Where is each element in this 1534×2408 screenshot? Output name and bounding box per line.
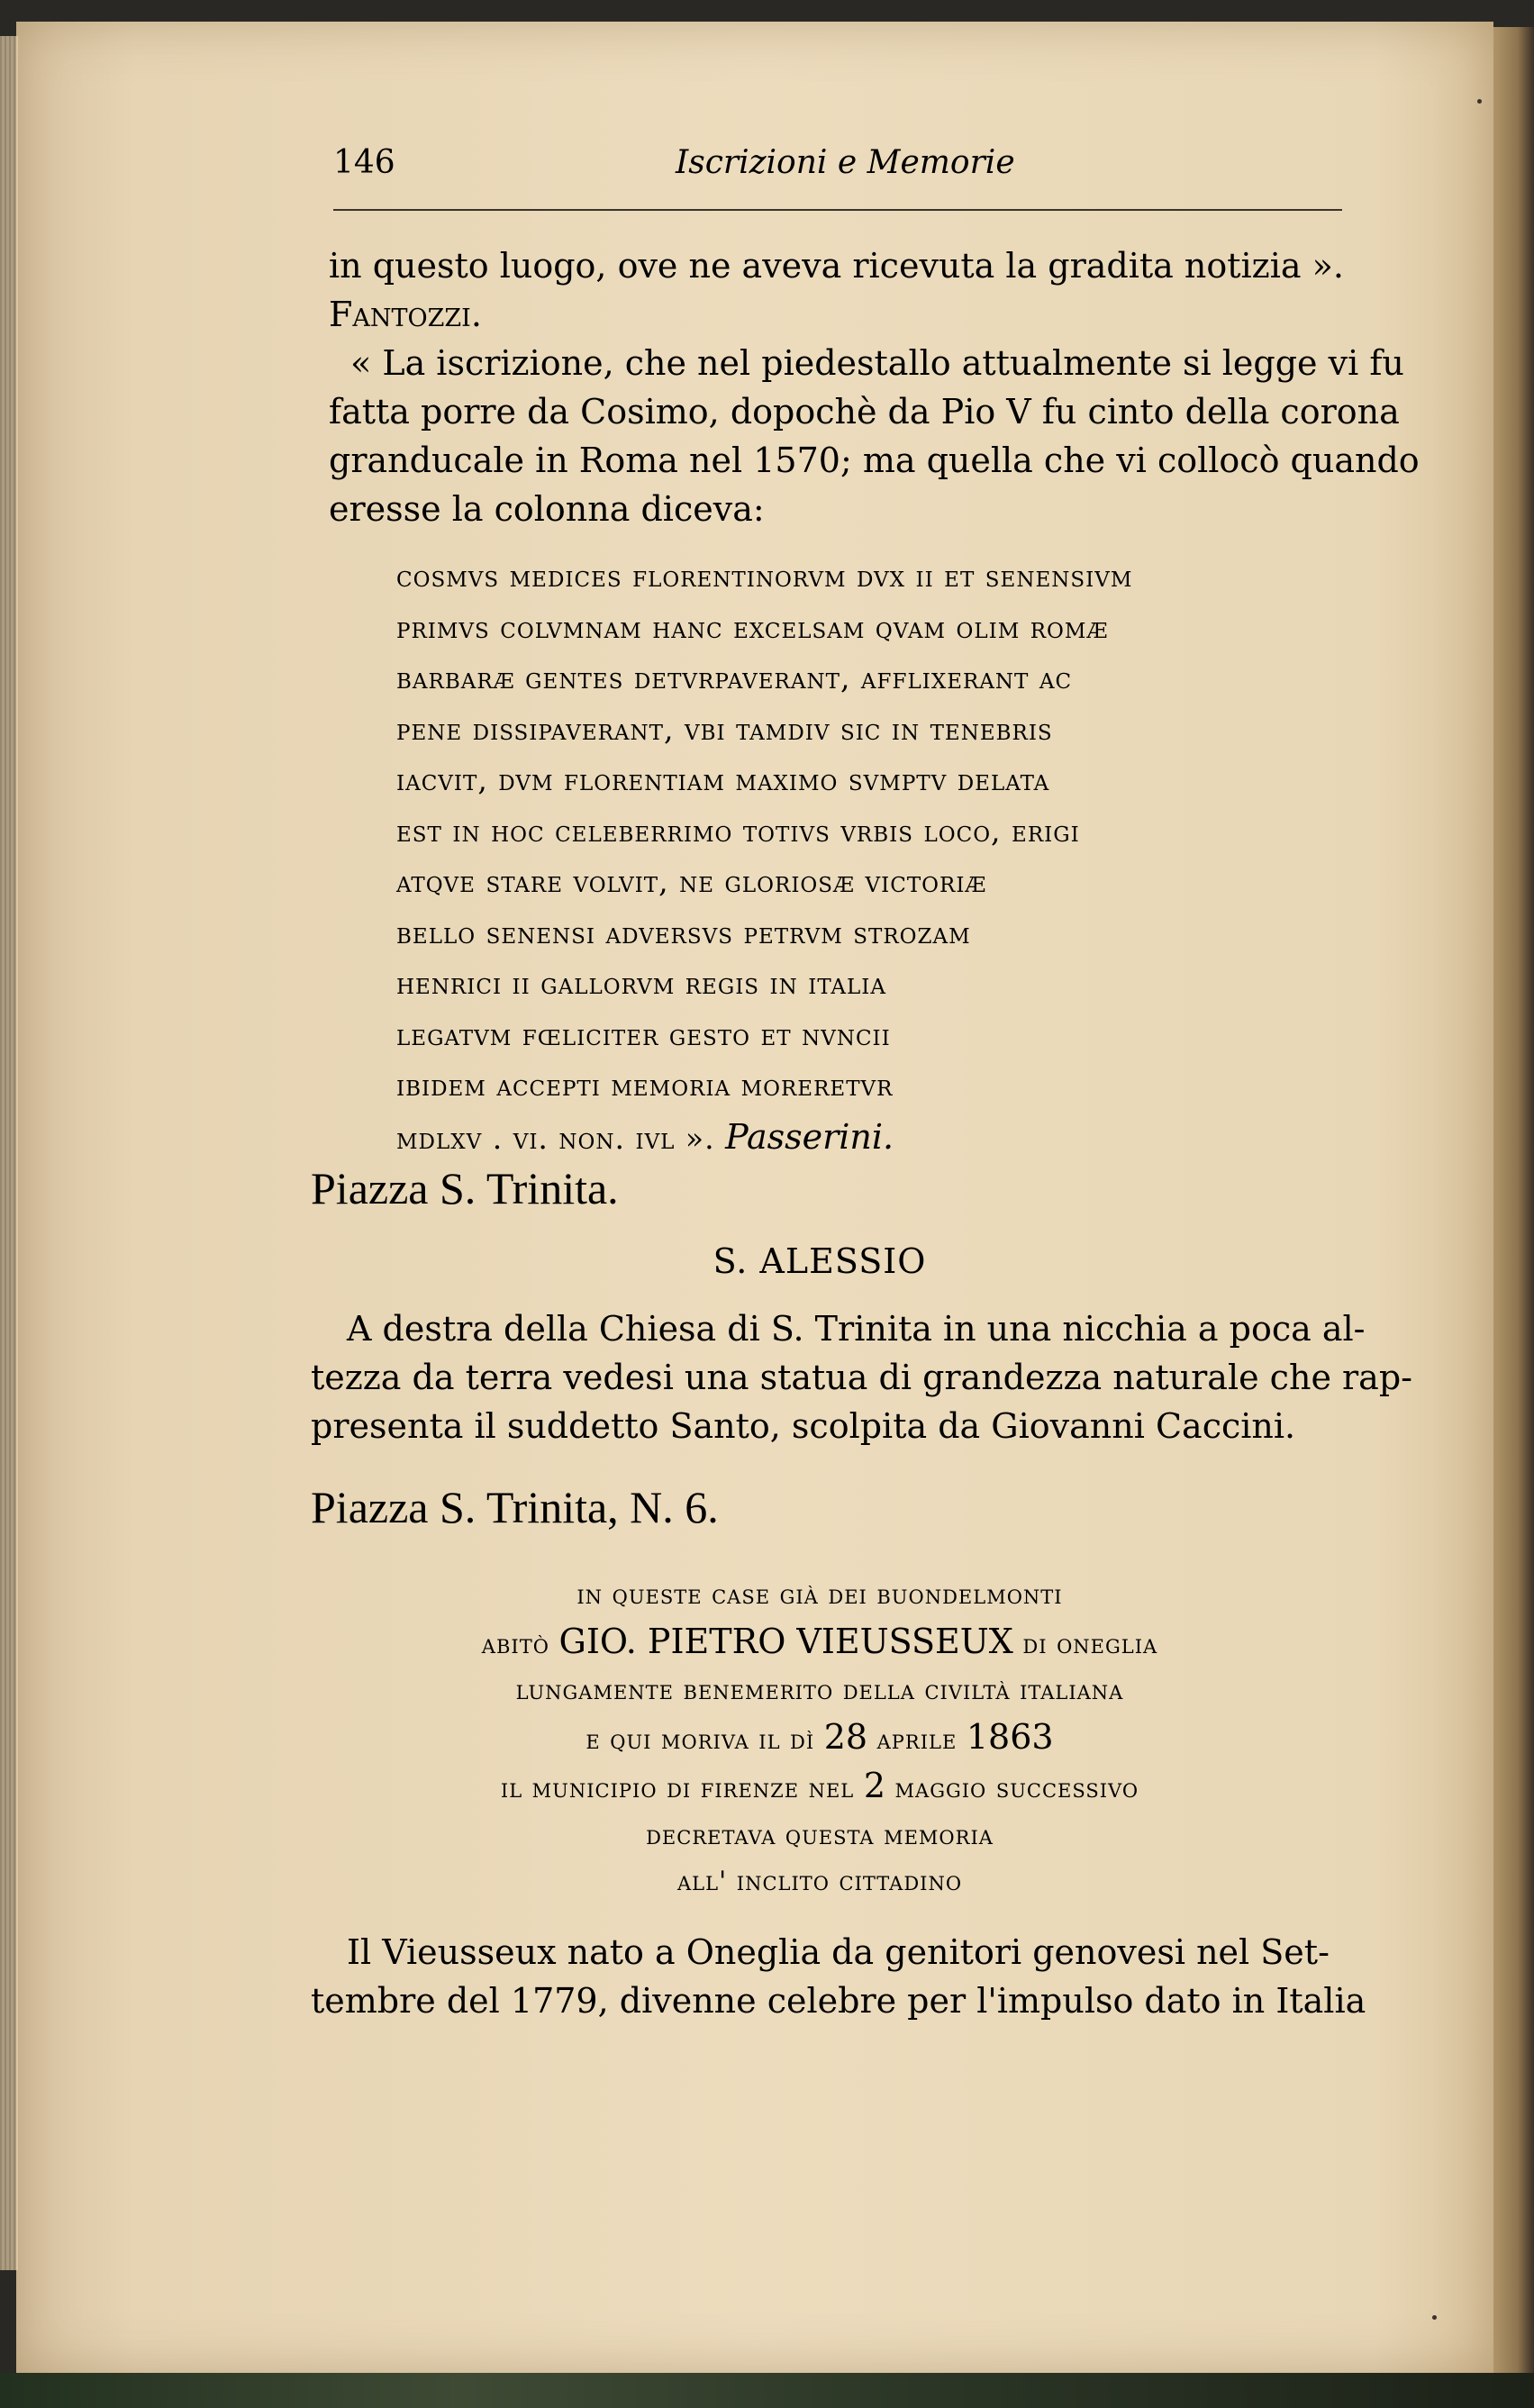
section-subheading: S. ALESSIO xyxy=(713,1241,927,1281)
text-line: granducale in Roma nel 1570; ma quella che vi collocò quando xyxy=(329,441,1420,480)
text-line: tembre del 1779, divenne celebre per l'impulso dato in Italia xyxy=(311,1981,1366,2021)
plaque-day: 28 xyxy=(823,1716,868,1757)
page-header xyxy=(333,144,1342,211)
inscription-line: barbaræ gentes detvrpaverant, afflixerant ac xyxy=(396,660,1073,695)
section-heading: Piazza S. Trinita, N. 6. xyxy=(311,1482,719,1532)
inscription-line: primvs colvmnam hanc excelsam qvam olim romæ xyxy=(396,609,1109,645)
inscription-line: cosmvs medices florentinorvm dvx ii et senensivm xyxy=(396,559,1133,594)
text-line: tezza da terra vedesi una statua di grandezza naturale che rap- xyxy=(311,1358,1412,1397)
text-line: fatta porre da Cosimo, dopochè da Pio V fu cinto della corona xyxy=(329,392,1400,432)
plaque-text: di oneglia xyxy=(1022,1628,1158,1660)
text-line: eresse la colonna diceva: xyxy=(329,489,765,529)
plaque-line: lungamente benemerito della civiltà italiana xyxy=(515,1675,1124,1706)
section-heading: Piazza S. Trinita. xyxy=(311,1163,619,1213)
section2-paragraph xyxy=(311,1928,1366,2025)
plaque-line xyxy=(311,1714,1329,1764)
text-line: Il Vieusseux nato a Oneglia da genitori genovesi nel Set- xyxy=(347,1932,1330,1972)
plaque-line: in queste case già dei buondelmonti xyxy=(576,1579,1063,1611)
plaque-text: e qui moriva il dì xyxy=(585,1723,815,1756)
plaque-year: 1863 xyxy=(966,1716,1054,1757)
commemorative-plaque xyxy=(311,1572,1329,1905)
inscription-line: ibidem accepti memoria moreretvr xyxy=(396,1068,894,1103)
book-spine-edge xyxy=(1493,27,1534,2408)
text-line: presenta il suddetto Santo, scolpita da Giovanni Caccini. xyxy=(311,1406,1296,1446)
plaque-month: aprile xyxy=(876,1723,958,1756)
plaque-number: 2 xyxy=(863,1766,885,1805)
running-title: Iscrizioni e Memorie xyxy=(676,144,1015,181)
quote-paragraph xyxy=(329,339,1420,533)
plaque-line: decretava questa memoria xyxy=(646,1819,994,1851)
plaque-name: GIO. PIETRO VIEUSSEUX xyxy=(558,1621,1013,1661)
inscription-line: bello senensi adversvs petrvm strozam xyxy=(396,914,971,950)
plaque-line xyxy=(311,1763,1329,1813)
book-cover-edge xyxy=(0,2373,1534,2408)
latin-inscription xyxy=(396,551,1315,1164)
inscription-date: mdlxv . vi. non. ivl ». xyxy=(396,1120,726,1156)
plaque-line xyxy=(311,1619,1329,1668)
page-stack-edge xyxy=(0,36,20,2270)
intro-paragraph xyxy=(329,241,1356,339)
text-line: « La iscrizione, che nel piedestallo attualmente si legge vi fu xyxy=(350,343,1404,383)
inscription-line: pene dissipaverant, vbi tamdiv sic in tenebris xyxy=(396,711,1053,747)
inscription-line: henrici ii gallorvm regis in italia xyxy=(396,966,887,1001)
text-line: A destra della Chiesa di S. Trinita in una nicchia a poca al- xyxy=(347,1309,1366,1349)
text-line: in questo luogo, ove ne aveva ricevuta la gradita notizia ». xyxy=(329,246,1344,286)
page-number: 146 xyxy=(333,144,395,181)
source-author: Passerini. xyxy=(725,1116,894,1157)
inscription-line: legatvm fœliciter gesto et nvncii xyxy=(396,1016,891,1052)
page-speck xyxy=(1432,2315,1437,2320)
section1-paragraph xyxy=(311,1304,1412,1450)
page-speck xyxy=(1477,99,1482,104)
inscription-line: atqve stare volvit, ne gloriosæ victoriæ xyxy=(396,864,987,899)
inscription-line: iacvit, dvm florentiam maximo svmptv delata xyxy=(396,762,1050,797)
plaque-text: abitò xyxy=(481,1628,549,1660)
inscription-last-line xyxy=(396,1112,1315,1165)
plaque-text: il municipio di firenze nel xyxy=(500,1773,855,1804)
plaque-line: all' inclito cittadino xyxy=(676,1866,963,1897)
author-name: Fantozzi. xyxy=(329,295,482,334)
plaque-text: maggio successivo xyxy=(894,1773,1139,1804)
inscription-line: est in hoc celeberrimo totivs vrbis loco, erigi xyxy=(396,813,1080,849)
